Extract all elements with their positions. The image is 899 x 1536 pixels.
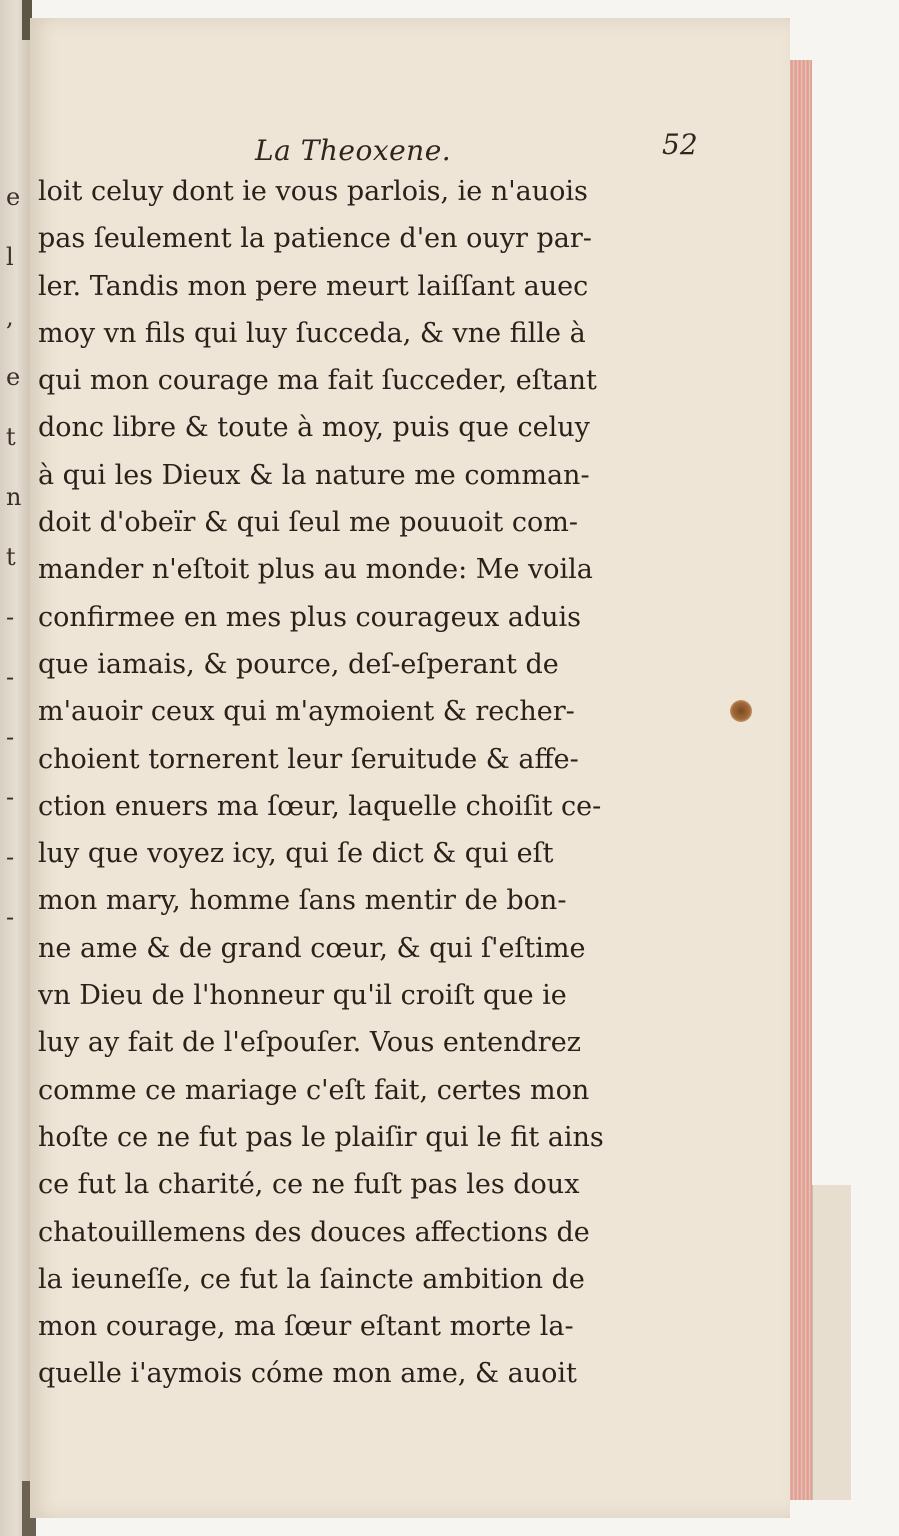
text-line: vn Dieu de l'honneur qu'il croiſt que ie xyxy=(38,980,567,1012)
left-glyph: - xyxy=(6,843,15,871)
left-facing-page-edge xyxy=(0,0,31,1536)
text-line: luy ay fait de l'eſpouſer. Vous entendrez xyxy=(38,1027,581,1059)
text-line: à qui les Dieux & la nature me comman- xyxy=(38,459,590,491)
text-line: ne ame & de grand cœur, & qui ſ'eſtime xyxy=(38,932,586,964)
text-line: donc libre & toute à moy, puis que celuy xyxy=(38,412,590,444)
text-line: ler. Tandis mon pere meurt laiſſant auec xyxy=(38,270,589,302)
left-glyph: l xyxy=(6,243,14,271)
text-line: loit celuy dont ie vous parlois, ie n'auois xyxy=(38,176,588,207)
left-glyph: - xyxy=(6,603,15,631)
left-glyph: - xyxy=(6,663,15,691)
text-line: comme ce mariage c'eſt fait, certes mon xyxy=(38,1074,590,1106)
text-line: ction enuers ma ſœur, laquelle choiſit ce- xyxy=(38,790,602,822)
text-line: doit d'obeïr & qui ſeul me pouuoit com- xyxy=(38,507,578,539)
left-glyph: n xyxy=(6,483,22,511)
left-glyph: - xyxy=(6,723,15,751)
left-glyph: e xyxy=(6,183,21,211)
page-number: 52 xyxy=(662,128,698,161)
text-line: mon courage, ma ſœur eſtant morte la- xyxy=(38,1311,574,1343)
text-line: pas ſeulement la patience d'en ouyr par- xyxy=(38,223,592,255)
text-line: mon mary, homme ſans mentir de bon- xyxy=(38,885,567,917)
text-line: choient tornerent leur ſeruitude & affe- xyxy=(38,743,579,775)
text-line: luy que voyez icy, qui ſe dict & qui eſt xyxy=(38,838,554,870)
text-line: que iamais, & pource, deſ-eſperant de xyxy=(38,648,559,680)
red-page-edges xyxy=(790,60,812,1500)
left-glyph: , xyxy=(6,303,14,331)
running-head: La Theoxene. xyxy=(255,134,452,167)
left-page-glyphs xyxy=(6,185,26,965)
text-line: quelle i'aymois cóme mon ame, & auoit xyxy=(38,1358,577,1390)
page-edge-tab xyxy=(812,1185,851,1500)
text-line: confirmee en mes plus courageux aduis xyxy=(38,601,582,633)
left-glyph: t xyxy=(6,543,16,571)
left-glyph: - xyxy=(6,783,15,811)
left-glyph: t xyxy=(6,423,16,451)
left-glyph: e xyxy=(6,363,21,391)
text-line: moy vn fils qui luy ſucceda, & vne fille à xyxy=(38,317,586,349)
text-line: mander n'eſtoit plus au monde: Me voila xyxy=(38,554,593,586)
text-line: qui mon courage ma fait ſucceder, eſtant xyxy=(38,365,597,397)
text-line: ce fut la charité, ce ne fuſt pas les doux xyxy=(38,1169,580,1201)
left-glyph: - xyxy=(6,903,15,931)
text-line: hoſte ce ne fut pas le plaiſir qui le fit ains xyxy=(38,1121,604,1153)
text-line: chatouillemens des douces affections de xyxy=(38,1216,590,1248)
body-text xyxy=(38,168,738,1398)
text-line: m'auoir ceux qui m'aymoient & recher- xyxy=(38,696,575,728)
text-line: la ieuneſſe, ce fut la ſaincte ambition de xyxy=(38,1263,585,1295)
